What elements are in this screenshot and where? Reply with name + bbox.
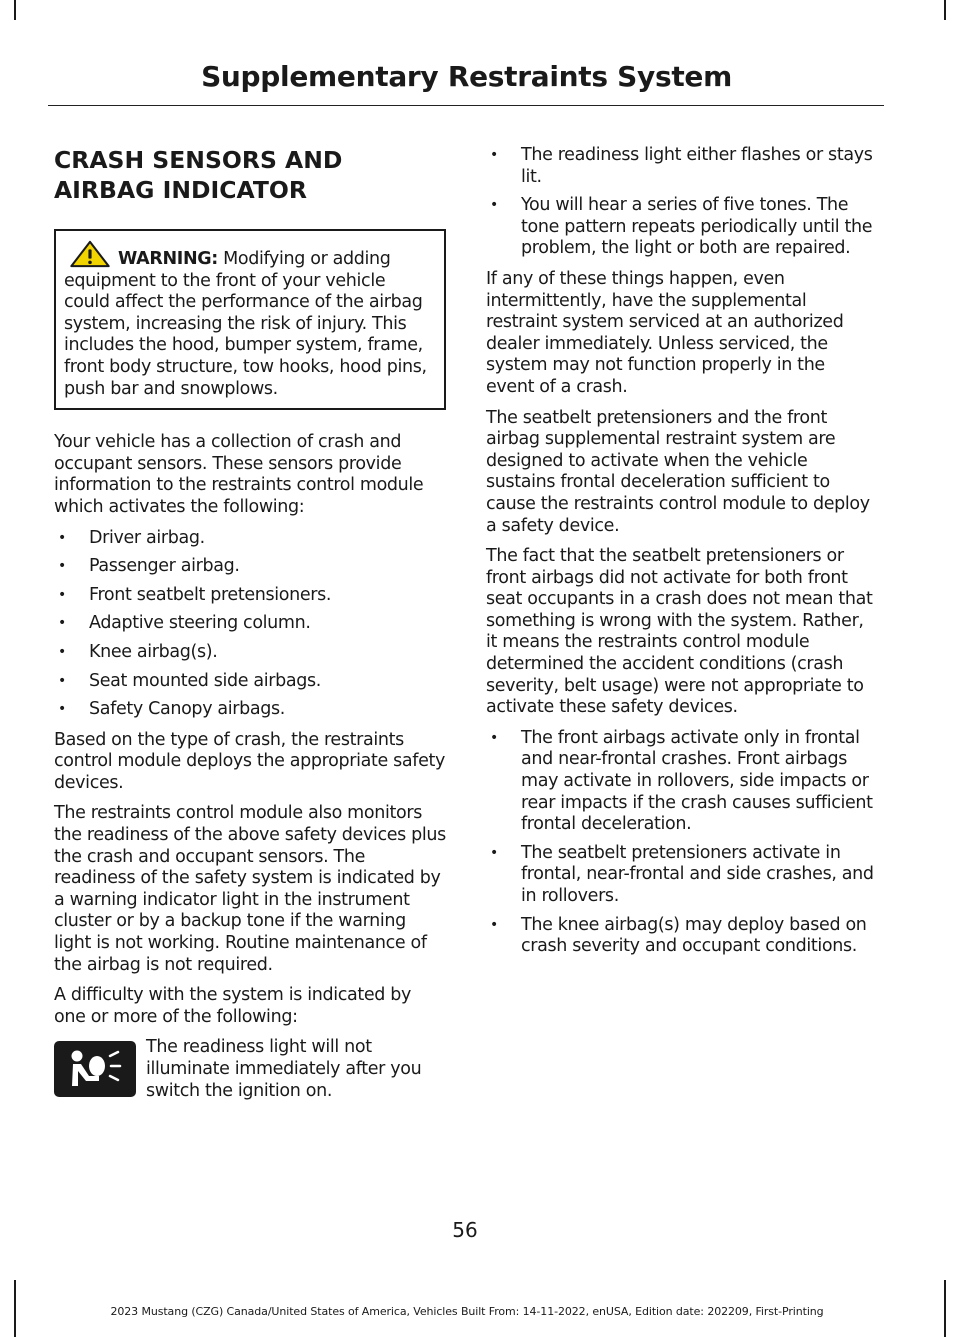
- list-item: • Driver airbag.: [54, 528, 446, 550]
- indicator-row: [54, 1037, 446, 1102]
- list-item: • The front airbags activate only in frontal and near-frontal crashes. Front airbags may activate in rollovers, side impacts or rear impacts if the crash causes sufficient frontal deceleration.: [486, 728, 878, 836]
- list-item: • Adaptive steering column.: [54, 613, 446, 635]
- list-item: • Knee airbag(s).: [54, 642, 446, 664]
- warning-box: [54, 229, 446, 410]
- crop-mark-bottom-right: [944, 1280, 946, 1337]
- paragraph: A difficulty with the system is indicated by one or more of the following:: [54, 985, 412, 1027]
- paragraph: Based on the type of crash, the restraints control module deploys the appropriate safety devices.: [54, 729, 446, 793]
- page-header-title: Supplementary Restraints System: [201, 60, 732, 93]
- section-heading-line-2: AIRBAG INDICATOR: [54, 176, 307, 204]
- paragraph: The restraints control module also monitors the readiness of the above safety devices plus the crash and occupant sensors. The readiness of the safety system is indicated by a warning indicator light in the instrument cluster or by a backup tone if the warning light is not working. Routine maintenance of the airbag is not required.: [54, 803, 446, 975]
- crop-mark-top-right: [944, 0, 946, 20]
- paragraph: The fact that the seatbelt pretensioners or front airbags did not activate for both front seat occupants in a crash does not mean that something is wrong with the system. Rather, it means the restraints control module determined the accident conditions (crash severity, belt usage) were not appropriate to activate these safety devices.: [486, 546, 873, 718]
- airbag-warning-icon: [54, 1041, 136, 1097]
- activation-notes-list: [486, 728, 878, 958]
- paragraph: The seatbelt pretensioners and the front airbag supplemental restraint system are designed to activate when the vehicle sustains frontal deceleration sufficient to cause the restraints control module to deploy a safety device.: [486, 407, 870, 536]
- list-item: • Seat mounted side airbags.: [54, 671, 446, 693]
- section-heading-line-1: CRASH SENSORS AND: [54, 146, 343, 174]
- list-item: • The readiness light either flashes or stays lit.: [486, 145, 878, 188]
- indicator-description: The readiness light will not illuminate immediately after you switch the ignition on.: [146, 1037, 422, 1101]
- section-heading: [54, 145, 446, 205]
- header-divider: [48, 105, 884, 106]
- crop-mark-top-left: [14, 0, 16, 20]
- symptoms-list: [486, 145, 878, 260]
- page-number: 56: [452, 1218, 478, 1242]
- right-column: [486, 145, 878, 967]
- footer-edition-text: 2023 Mustang (CZG) Canada/United States of America, Vehicles Built From: 14-11-2022, enUSA, Edition date: 202209, First-Printing: [110, 1305, 824, 1318]
- list-item: • The seatbelt pretensioners activate in frontal, near-frontal and side crashes, and in rollovers.: [486, 843, 878, 908]
- intro-paragraph: Your vehicle has a collection of crash and occupant sensors. These sensors provide information to the restraints control module which activates the following:: [54, 432, 424, 517]
- list-item: • You will hear a series of five tones. The tone pattern repeats periodically until the problem, the light or both are repaired.: [486, 195, 878, 260]
- left-column: [54, 145, 446, 1102]
- list-item: • Passenger airbag.: [54, 556, 446, 578]
- warning-triangle-icon: [68, 240, 112, 268]
- paragraph: If any of these things happen, even intermittently, have the supplemental restraint system serviced at an authorized dealer immediately. Unless serviced, the system may not function properly in the event of a crash.: [486, 268, 844, 397]
- list-item: • Front seatbelt pretensioners.: [54, 585, 446, 607]
- list-item: • The knee airbag(s) may deploy based on crash severity and occupant conditions.: [486, 915, 878, 958]
- list-item: • Safety Canopy airbags.: [54, 699, 446, 721]
- warning-label: WARNING:: [118, 249, 218, 269]
- warning-text: Modifying or adding equipment to the front of your vehicle could affect the performance of the airbag system, increasing the risk of injury. This includes the hood, bumper system, frame, front body structure, tow hooks, hood pins, push bar and snowplows.: [64, 249, 427, 399]
- activated-devices-list: [54, 528, 446, 721]
